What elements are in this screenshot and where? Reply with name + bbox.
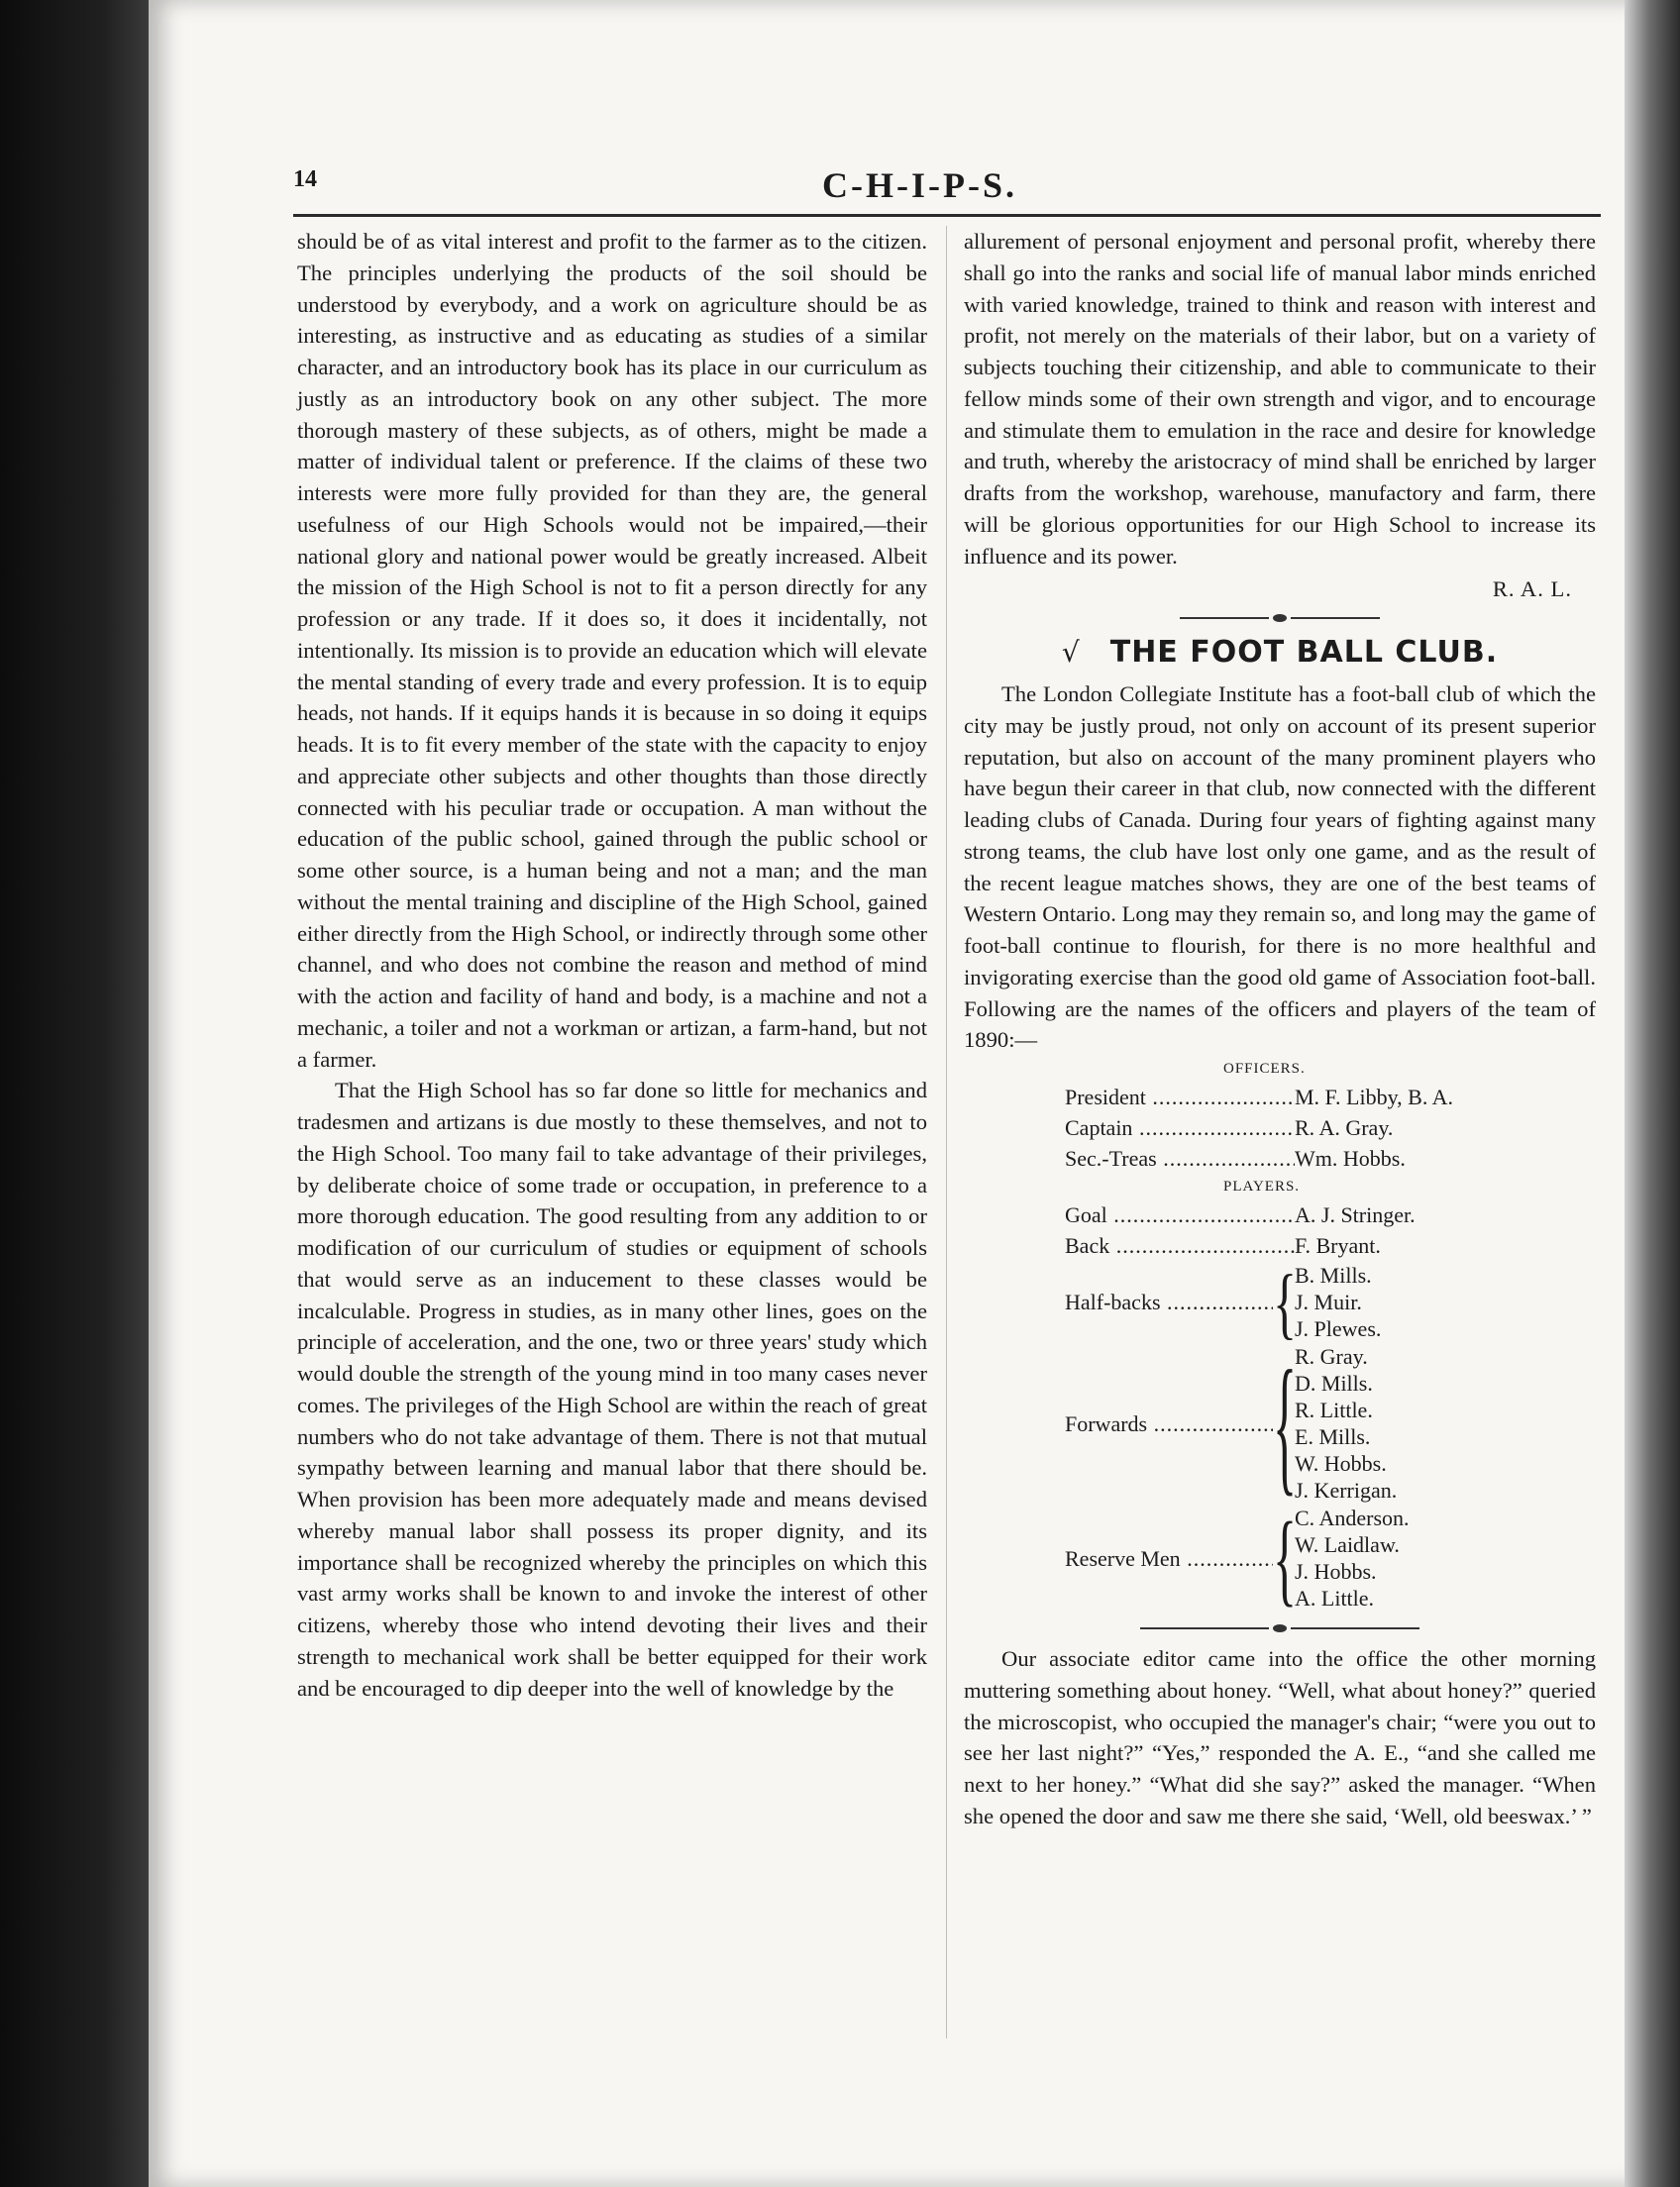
roster-group-half-backs (1065, 1257, 1596, 1347)
left-column (297, 226, 927, 1704)
roster-row (1065, 1143, 1596, 1174)
roster-names (1295, 1343, 1397, 1504)
roster-name: Wm. Hobbs. (1295, 1146, 1406, 1171)
check-mark-icon: √ (1061, 636, 1081, 669)
roster-name: R. Little. (1295, 1398, 1373, 1422)
roster-row (1065, 1199, 1596, 1230)
article-paragraph: That the High School has so far done so little for mechanics and tradesmen and artizans is due mostly to these themselves, and not to the High School. Too many fail to take advantage of their privileges, by deliberate choice of some trade or occupation, in preference to a more thorough education. The good resulting from any addition to or modification of our curriculum of studies or equipment of schools that would serve as an inducement to these classes would be incalculable. Progress in studies, as in many other lines, goes on the principle of acceleration, and the one, two or three years' study which would double the strength of the young mind in too many cases never comes. The privileges of the High School are within the reach of great numbers who do not take advantage of them. There is not that mutual sympathy between learning and manual labor that there should be. When provision has been more adequately made and means devised whereby manual labor shall possess its proper dignity, and its importance shall be recognized whereby the principles on which this vast army works shall be known to and invoke the interest of other citizens, whereby those who intend devoting their lives and their strength to mechanical work shall be better equipped for their work and be encouraged to dip deeper into the well of knowledge by the (297, 1078, 927, 1701)
roster-group-reserve-men (1065, 1500, 1596, 1616)
section-paragraph: The London Collegiate Institute has a foot-ball club of which the city may be justly proud, not only on account of its present superior reputation, but also on account of the many prominent players who have begun their career in that club, now connected with the different leading clubs of Canada. During four years of fighting against many strong teams, the club have lost only one game, and as the result of the recent league matches shows, they are one of the best teams of Western Ontario. Long may they remain so, and long may the game of foot-ball continue to flourish, for there is no more healthful and invigorating exercise than the good old game of Association foot-ball. Following are the names of the officers and players of the team of 1890:— (964, 681, 1596, 1053)
team-roster (1065, 1056, 1596, 1616)
brace-icon: { (1273, 1257, 1297, 1347)
roster-name: W. Laidlaw. (1295, 1532, 1400, 1557)
brace-icon: { (1273, 1337, 1297, 1510)
roster-name: J. Plewes. (1295, 1316, 1382, 1341)
roster-role: Sec.-Treas ..... (1065, 1143, 1295, 1174)
roster-names (1295, 1262, 1381, 1342)
roster-role: Forwards ..... (1065, 1408, 1273, 1439)
author-initials: R. A. L. (1492, 576, 1572, 602)
roster-name: F. Bryant. (1295, 1233, 1381, 1258)
article-paragraph: should be of as vital interest and profit to the farmer as to the citizen. The principles underlying the products of the soil should be understood by everybody, and a work on agriculture should be as interesting, as instructive and as educating as studies of a similar character, and an introductory book has its place in our curriculum as justly as an introductory book on any other subject. The more thorough mastery of these subjects, as of others, might be made a matter of individual talent or preference. If the claims of these two interests were more fully provided for than they are, the general usefulness of our High Schools would not be impaired,—their national glory and national power would be greatly increased. Albeit the mission of the High School is not to fit a person directly for any profession or any trade. If it does so, it does it incidentally, not intentionally. Its mission is to provide an education which will elevate the mental standing of every trade and every profession. It is to equip heads, not hands. If it equips hands it is because in so doing it equips heads. It is to fit every member of the state with the capacity to enjoy and appreciate other subjects and other thoughts than those directly connected with his peculiar trade or occupation. A man without the education of the public school, gained through the public school or some other source, is a human being and not a man; and the man without the mental training and discipline of the High School, gained either directly from the High School, or indirectly through some other channel, and who does not combine the reason and method of mind with the action and facility of hand and body, is a machine and not a mechanic, a toiler and not a workman or artizan, a farm-hand, but not a farmer. (297, 229, 927, 1072)
roster-name: R. Gray. (1295, 1344, 1368, 1369)
roster-group-forwards (1065, 1337, 1596, 1510)
roster-names (1295, 1505, 1410, 1612)
roster-row (1065, 1230, 1596, 1261)
roster-row (1065, 1112, 1596, 1143)
roster-role: Goal ..... (1065, 1199, 1295, 1230)
anecdote-paragraph: Our associate editor came into the office the other morning muttering something about honey. “Well, what about honey?” queried the microscopist, who occupied the manager's chair; “were you out to see her last night?” “Yes,” responded the A. E., “and she called me next to her honey.” “What did she say?” asked the manager. “When she opened the door and saw me there she said, ‘Well, old beeswax.’ ” (964, 1646, 1596, 1828)
page-number: 14 (293, 166, 317, 192)
roster-name: J. Muir. (1295, 1290, 1362, 1314)
divider-ornament (964, 607, 1596, 629)
roster-role: President ..... (1065, 1082, 1295, 1112)
players-heading: PLAYERS. (1223, 1179, 1301, 1195)
roster-name: W. Hobbs. (1295, 1451, 1387, 1476)
page-edge-shadow (1625, 0, 1680, 2187)
section-title (964, 631, 1596, 675)
divider-ornament (964, 1617, 1596, 1639)
article-continuation: allurement of personal enjoyment and personal profit, whereby there shall go into the ranks and social life of manual labor minds enriched with varied knowledge, trained to think and reason with interest and profit, not merely on the materials of their labor, but on a variety of subjects touching their citizenship, and able to communicate to their fellow minds some of their own strength and vigor, and to encourage and stimulate them to emulation in the race and desire for knowledge and truth, whereby the aristocracy of mind shall be enriched by larger drafts from the workshop, warehouse, manufactory and farm, there will be glorious opportunities for our High School to increase its influence and its power. (964, 229, 1596, 569)
roster-role: Reserve Men ..... (1065, 1543, 1273, 1574)
roster-name: B. Mills. (1295, 1263, 1372, 1288)
roster-name: J. Kerrigan. (1295, 1478, 1398, 1503)
column-divider (946, 226, 947, 2038)
officers-heading: OFFICERS. (1223, 1061, 1306, 1077)
section-title-text: THE FOOT BALL CLUB. (1109, 635, 1499, 670)
roster-role: Half-backs ..... (1065, 1287, 1273, 1317)
roster-name: M. F. Libby, B. A. (1295, 1085, 1454, 1109)
roster-name: J. Hobbs. (1295, 1559, 1377, 1584)
roster-name: A. Little. (1295, 1586, 1375, 1611)
roster-name: A. J. Stringer. (1295, 1202, 1416, 1227)
right-column (964, 226, 1596, 1832)
book-binding-shadow (0, 0, 149, 2187)
roster-name: R. A. Gray. (1295, 1115, 1394, 1140)
roster-role: Back ..... (1065, 1230, 1295, 1261)
roster-row (1065, 1082, 1596, 1112)
roster-role: Captain ..... (1065, 1112, 1295, 1143)
roster-name: D. Mills. (1295, 1371, 1373, 1396)
roster-name: C. Anderson. (1295, 1506, 1410, 1530)
brace-icon: { (1273, 1500, 1297, 1616)
header-rule (293, 214, 1601, 217)
roster-name: E. Mills. (1295, 1424, 1371, 1449)
running-title: C-H-I-P-S. (822, 165, 1017, 205)
